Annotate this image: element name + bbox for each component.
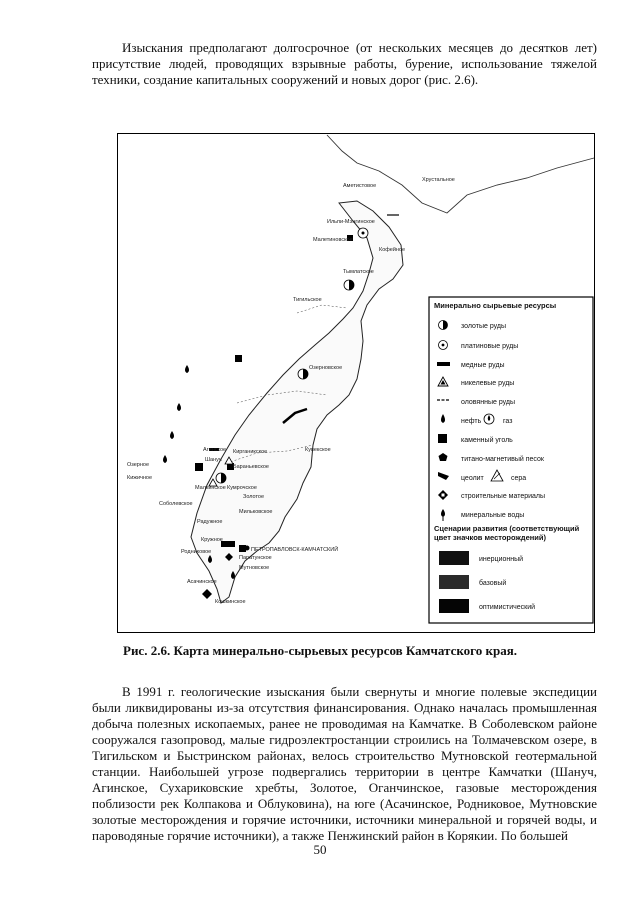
deposit-label: Асачинское: [187, 579, 217, 585]
deposit-label: Паратунское: [239, 555, 272, 561]
deposit-label: Агинское: [203, 447, 227, 453]
deposit-label: Соболевское: [159, 501, 193, 507]
deposit-label: Кофейное: [379, 247, 406, 253]
city-marker: [245, 546, 250, 551]
deposit-label: Радужное: [197, 519, 223, 525]
coal-icon: [221, 541, 235, 547]
deposit-label: Тымлатское: [343, 269, 374, 275]
deposit-label: Аметистовое: [343, 183, 377, 189]
deposit-label: Шануч: [205, 457, 222, 463]
legend: [429, 297, 593, 623]
legend-label: оловянные руды: [461, 399, 516, 406]
city-label: ПЕТРОПАВЛОВСК-КАМЧАТСКИЙ: [251, 547, 339, 553]
scenarios-title-line1: Сценарии развития (соответствующий: [434, 524, 580, 533]
platinum-ore-icon-dot: [442, 344, 445, 347]
legend-label: медные руды: [461, 362, 505, 369]
scenario-label: базовый: [479, 580, 507, 587]
deposit-label: Бараньевское: [233, 464, 269, 470]
legend-label: платиновые руды: [461, 343, 519, 350]
deposit-label: Озерное: [127, 462, 150, 468]
scenario-label: инерционный: [479, 556, 524, 563]
legend-label: строительные материалы: [461, 493, 546, 500]
deposit-label: Озерновское: [309, 365, 343, 371]
map-svg: [117, 133, 595, 633]
deposit-label: Хрустальное: [422, 177, 455, 183]
coal-icon: [438, 434, 447, 443]
deposit-label: Тигильское: [293, 297, 322, 303]
legend-label: золотые руды: [461, 323, 507, 330]
scenario-label: оптимистический: [479, 604, 536, 611]
deposit-label: Кувекское: [305, 447, 331, 453]
mineral-resources-map: [117, 133, 595, 633]
scenario-swatch: [439, 599, 469, 613]
platinum-ore-icon-dot: [362, 232, 365, 235]
copper-ore-icon: [437, 362, 450, 366]
deposit-label: Родниковое: [181, 549, 212, 555]
legend-label: титано-магнетивый песок: [461, 456, 544, 463]
legend-label: нефть: [461, 418, 482, 425]
scenario-swatch: [439, 551, 469, 565]
deposit-label: Кижичное: [127, 475, 153, 481]
deposit-label: Мильковское: [239, 509, 273, 515]
deposit-label: Кружное: [201, 537, 223, 543]
coal-icon: [195, 463, 203, 471]
deposit-label: Кирганикское: [233, 449, 268, 455]
legend-label: цеолит: [461, 475, 484, 482]
deposit-label: Малкинское: [195, 485, 226, 491]
figure-caption: Рис. 2.6. Карта минерально-сырьевых ресурсов Камчатского края.: [123, 643, 517, 658]
scenarios-title-line2: цвет значков месторождений): [434, 533, 546, 542]
legend-label: никелевые руды: [461, 380, 515, 387]
scenario-swatch: [439, 575, 469, 589]
page-number: 50: [313, 842, 327, 857]
deposit-label: Кошкинское: [215, 599, 246, 605]
deposit-label: Мутновское: [239, 565, 270, 571]
deposit-label: Малетиновское: [313, 237, 353, 243]
coal-icon: [235, 355, 242, 362]
legend-label: каменный уголь: [461, 437, 513, 444]
body-paragraph: В 1991 г. геологические изыскания были свернуты и многие полевые экспедиции были ликвидированы из-за отсутствия финансирования. Однако началась промышленная добыча полезных ископаемых, ранее не проводимая на Камчатке. В Соболевском районе сооружался газопровод, малые гидроэлектростанции строились на Толмачевском озере, в Тигильском и Быстринском районах, велось строительство Мутновской геотермальной станции. Наибольшей угрозе подвергались территории в центре Камчатки (Шануч, Агинское, Сухариковские хребты, Золотое, Оганчинское, газовые месторождения поблизости рек Колпакова и Облуковина), на юге (Асачинское, Родниковое, Мутновские золотые месторождения и горячие источники, источники минеральной и горячей воды, и пароводяные горячие источники), а также Пенжинский район в Корякии. По большей: [92, 684, 597, 843]
deposit-label: Ильпи-Мэнгинское: [327, 219, 375, 225]
legend-title: Минерально сырьевые ресурсы: [434, 301, 557, 310]
legend-label: минеральные воды: [461, 512, 525, 519]
legend-label: газ: [503, 418, 513, 425]
deposit-label: Золотое: [243, 494, 265, 500]
building-materials-icon-inner: [442, 494, 445, 497]
deposit-label: Кумрочское: [227, 485, 257, 491]
legend-label: сера: [511, 475, 527, 482]
intro-paragraph: Изыскания предполагают долгосрочное (от нескольких месяцев до десятков лет) присутствие людей, проводящих взрывные работы, бурение, использование тяжелой техники, создание капитальных сооружений и новых дорог (рис. 2.6).: [92, 40, 597, 87]
